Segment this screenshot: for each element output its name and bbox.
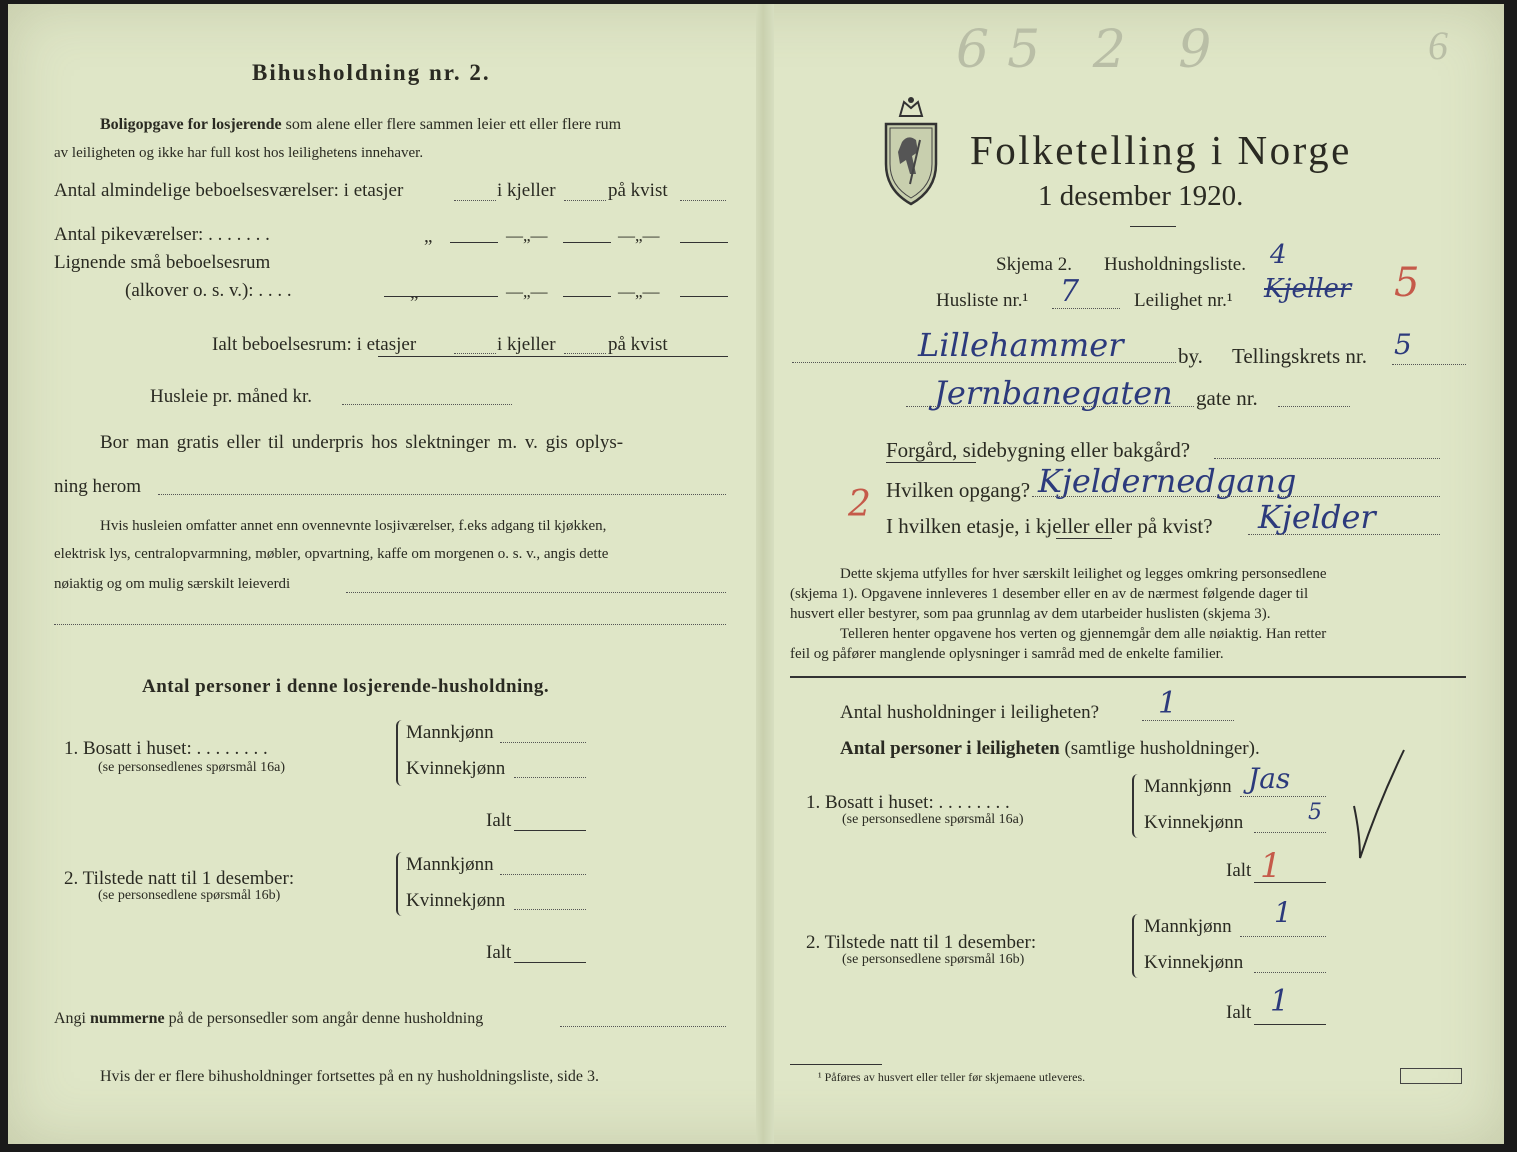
left-q2-brace <box>396 852 406 916</box>
street-value: Jernbanegaten <box>934 374 1173 412</box>
right-persons-heading-rest: (samtlige husholdninger). <box>1064 738 1260 759</box>
antal-husholdninger-value: 1 <box>1158 686 1178 721</box>
alkover-line-1 <box>384 296 498 297</box>
right-q1-ialt-value: 1 <box>1260 846 1282 886</box>
info-p1-l3: husvert eller bestyrer, som paa grunnlag av dem utarbeider huslisten (skjema 3). <box>790 606 1271 622</box>
info-rule <box>790 676 1466 678</box>
intro-line-1 <box>100 116 621 134</box>
intro-rest: som alene eller flere sammen leier ett eller flere rum <box>285 116 622 133</box>
left-q2-sub: (se personsedlene spørsmål 16b) <box>98 888 281 903</box>
gratis-line-1: Bor man gratis eller til underpris hos slektninger m. v. gis oplys- <box>100 432 624 453</box>
right-q1-mann-value: Jas <box>1248 762 1291 795</box>
left-q1-kvinne: Kvinnekjønn <box>406 758 506 779</box>
left-q2-ialt: Ialt <box>486 942 512 963</box>
date-rule <box>1130 226 1176 227</box>
ialt-rooms-kjeller: i kjeller <box>497 334 556 355</box>
ialt-rooms-label: Ialt beboelsesrum: i etasjer <box>212 334 417 355</box>
pencil-number-top: 65 2 9 <box>956 20 1230 80</box>
intro-line-2: av leiligheten og ikke har full kost hos leilighetens innehaver. <box>54 145 424 161</box>
alkover-label: (alkover o. s. v.): . . . . <box>125 280 292 301</box>
ialt-rooms-kvist: på kvist <box>608 334 668 355</box>
right-q1-kvinne-line <box>1254 832 1326 833</box>
page-fold <box>756 4 774 1144</box>
left-persons-heading: Antal personer i denne losjerende-husholdning. <box>142 676 550 697</box>
husleie-line <box>342 404 512 405</box>
city-line <box>792 362 1176 363</box>
right-q2-label: 2. Tilstede natt til 1 desember: <box>806 932 1037 953</box>
gratis-line-2: ning herom <box>54 476 142 497</box>
right-title: Folketelling i Norge <box>970 127 1352 173</box>
pike-ditto-1: „ <box>424 226 433 247</box>
alkover-ditto-3: —„— <box>618 282 660 301</box>
alkover-ditto-2: —„— <box>506 282 548 301</box>
forgard-question: Forgård, sidebygning eller bakgård? <box>886 438 1191 462</box>
census-form-sheet <box>8 4 1504 1144</box>
left-title: Bihusholdning nr. 2. <box>252 60 491 85</box>
footnote-rule <box>790 1064 882 1065</box>
left-q1-mann: Mannkjønn <box>406 722 494 743</box>
rooms-etasjer-line <box>454 200 496 201</box>
ialt-rooms-underline <box>378 356 728 357</box>
right-q1-kvinne: Kvinnekjønn <box>1144 812 1244 833</box>
antal-husholdninger-line <box>1142 720 1234 721</box>
right-q2-mann-line <box>1240 936 1326 937</box>
etasje-kjeller-underline <box>1056 538 1112 539</box>
ialt-rooms-etasjer-line <box>454 353 496 354</box>
tellingskrets-label: Tellingskrets nr. <box>1232 344 1368 368</box>
tellingskrets-line <box>1392 364 1466 365</box>
left-q2-mann-line <box>500 874 586 875</box>
hvis-line-3: nøiaktig og om mulig særskilt leieverdi <box>54 576 291 592</box>
left-q2-mann: Mannkjønn <box>406 854 494 875</box>
angi-fill-line <box>560 1026 726 1027</box>
angi-line <box>54 1010 483 1028</box>
gate-line <box>1278 406 1350 407</box>
opgang-value: Kjeldernedgang <box>1038 462 1297 500</box>
rooms-label: Antal almindelige beboelsesværelser: i etasjer <box>54 180 404 201</box>
pike-line-2 <box>563 242 611 243</box>
right-q1-label: 1. Bosatt i huset: . . . . . . . . <box>806 792 1010 813</box>
husliste-value: 7 <box>1060 274 1080 309</box>
left-q2-ialt-line <box>514 962 586 963</box>
ialt-rooms-kjeller-line <box>564 353 606 354</box>
right-q2-mann-value: 1 <box>1274 896 1292 929</box>
husholdningsliste-value: 4 <box>1270 240 1287 270</box>
left-q1-ialt-line <box>514 830 586 831</box>
angi-bold: nummerne <box>90 1010 165 1027</box>
opgang-line <box>1032 496 1440 497</box>
forgard-line <box>1214 458 1440 459</box>
antal-husholdninger-label: Antal husholdninger i leiligheten? <box>840 702 1100 723</box>
leilighet-value: Kjeller <box>1264 274 1352 304</box>
info-p2-l1: Telleren henter opgavene hos verten og gjennemgår dem alle nøiaktig. Han retter <box>840 626 1327 642</box>
red-margin-mark: 2 <box>848 484 871 525</box>
left-footer: Hvis der er flere bihusholdninger fortsettes på en ny husholdningsliste, side 3. <box>100 1068 600 1085</box>
right-q2-kvinne: Kvinnekjønn <box>1144 952 1244 973</box>
hvis-line-2: elektrisk lys, centralopvarmning, møbler, opvartning, kaffe om morgenen o. s. v., angis dette <box>54 546 609 562</box>
intro-bold: Boligopgave for losjerende <box>100 116 282 133</box>
alkover-ditto-1: „ <box>410 282 419 303</box>
left-q2-kvinne-line <box>514 909 586 910</box>
hvis-extra-line <box>54 624 726 625</box>
footnote: ¹ Påføres av husvert eller teller før skjemaene utleveres. <box>818 1070 1086 1084</box>
pike-ditto-2: —„— <box>506 226 548 245</box>
husholdningsliste-label: Husholdningsliste. <box>1104 254 1246 275</box>
by-label: by. <box>1178 344 1203 368</box>
rooms-kvist-line <box>680 200 726 201</box>
leilighet-red-mark: 5 <box>1394 260 1420 306</box>
pike-ditto-3: —„— <box>618 226 660 245</box>
right-q2-ialt-value: 1 <box>1270 984 1290 1019</box>
left-q1-ialt: Ialt <box>486 810 512 831</box>
rooms-kvist-label: på kvist <box>608 180 668 201</box>
info-p2-l2: feil og påfører manglende oplysninger i samråd med de enkelte familier. <box>790 646 1224 662</box>
street-line <box>906 406 1194 407</box>
husliste-line <box>1052 308 1120 309</box>
right-q2-ialt: Ialt <box>1226 1002 1252 1023</box>
right-q1-mann: Mannkjønn <box>1144 776 1232 797</box>
lignende-label: Lignende små beboelsesrum <box>54 252 271 273</box>
gratis-line <box>158 494 726 495</box>
right-q1-sub: (se personsedlene spørsmål 16a) <box>842 812 1024 827</box>
husliste-label: Husliste nr.¹ <box>936 290 1029 311</box>
left-q2-label: 2. Tilstede natt til 1 desember: <box>64 868 295 889</box>
hvis-line-1: Hvis husleien omfatter annet enn ovennevnte losjiværelser, f.eks adgang til kjøkken, <box>100 518 607 534</box>
etasje-value: Kjelder <box>1258 498 1376 536</box>
alkover-line-2 <box>563 296 611 297</box>
pike-label: Antal pikeværelser: . . . . . . . <box>54 224 270 245</box>
right-q1-ialt-line <box>1254 882 1326 883</box>
right-q2-brace <box>1132 914 1142 978</box>
right-q1-ialt: Ialt <box>1226 860 1252 881</box>
info-p1-l2: (skjema 1). Opgavene innleveres 1 desember eller en av de nærmest følgende dager til <box>790 586 1309 602</box>
pencil-number-corner: 6 <box>1428 23 1448 68</box>
leilighet-label: Leilighet nr.¹ <box>1134 290 1233 311</box>
forgard-underline <box>886 462 976 463</box>
right-q2-kvinne-line <box>1254 972 1326 973</box>
hvis-line <box>346 592 726 593</box>
left-q1-sub: (se personsedlenes spørsmål 16a) <box>98 760 286 775</box>
husleie-label: Husleie pr. måned kr. <box>150 386 312 407</box>
angi-rest: på de personsedler som angår denne husholdning <box>168 1010 484 1027</box>
rooms-kjeller-label: i kjeller <box>497 180 556 201</box>
pike-line-1 <box>450 242 498 243</box>
right-q2-ialt-line <box>1254 1024 1326 1025</box>
left-q1-kvinne-line <box>514 777 586 778</box>
angi-word: Angi <box>54 1010 86 1027</box>
info-p1-l1: Dette skjema utfylles for hver særskilt leilighet og legges omkring personsedlene <box>840 566 1327 582</box>
right-q2-mann: Mannkjønn <box>1144 916 1232 937</box>
left-q1-mann-line <box>500 742 586 743</box>
printer-stamp-icon <box>1400 1068 1462 1084</box>
right-date: 1 desember 1920. <box>1038 180 1244 212</box>
alkover-line-3 <box>680 296 728 297</box>
right-q1-mann-line <box>1240 796 1326 797</box>
etasje-question: I hvilken etasje, i kjeller eller på kvist? <box>886 514 1213 538</box>
check-mark-icon <box>1338 744 1408 864</box>
etasje-line <box>1248 534 1440 535</box>
gate-label: gate nr. <box>1196 386 1258 410</box>
pike-line-3 <box>680 242 728 243</box>
left-q1-label: 1. Bosatt i huset: . . . . . . . . <box>64 738 268 759</box>
opgang-question: Hvilken opgang? <box>886 478 1031 502</box>
tellingskrets-value: 5 <box>1394 328 1412 361</box>
right-q1-kvinne-value: 5 <box>1308 800 1322 825</box>
skjema-label: Skjema 2. <box>996 254 1072 275</box>
right-persons-heading <box>840 738 1260 760</box>
norway-coat-of-arms-icon <box>880 94 942 206</box>
right-q2-sub: (se personsedlene spørsmål 16b) <box>842 952 1025 967</box>
right-persons-heading-bold: Antal personer i leiligheten <box>840 738 1060 759</box>
right-q1-brace <box>1132 774 1142 838</box>
left-q1-brace <box>396 720 406 786</box>
city-value: Lillehammer <box>918 326 1124 364</box>
rooms-kjeller-line <box>564 200 606 201</box>
left-q2-kvinne: Kvinnekjønn <box>406 890 506 911</box>
